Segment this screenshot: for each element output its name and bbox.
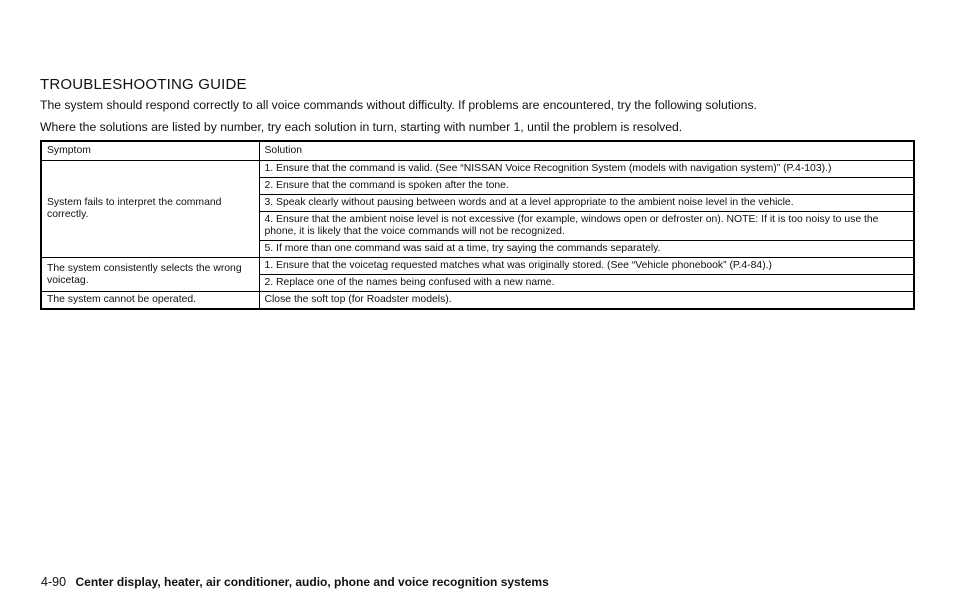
- intro-paragraph: The system should respond correctly to all voice commands without difficulty. If problems are encountered, try the following solutions.: [40, 98, 757, 112]
- symptom-cell: System fails to interpret the command correctly.: [41, 161, 259, 258]
- solution-header: Solution: [259, 141, 914, 161]
- table-header-row: [41, 141, 914, 161]
- table-row: [41, 258, 914, 275]
- solution-cell: Close the soft top (for Roadster models).: [259, 292, 914, 310]
- symptom-cell: The system consistently selects the wrong voicetag.: [41, 258, 259, 292]
- symptom-cell: The system cannot be operated.: [41, 292, 259, 310]
- solution-cell: 2. Ensure that the command is spoken after the tone.: [259, 178, 914, 195]
- solution-cell: 1. Ensure that the command is valid. (See “NISSAN Voice Recognition System (models with navigation system)” (P.4-103).): [259, 161, 914, 178]
- solution-cell: 3. Speak clearly without pausing between words and at a level appropriate to the ambient noise level in the vehicle.: [259, 195, 914, 212]
- symptom-header: Symptom: [41, 141, 259, 161]
- solution-cell: 4. Ensure that the ambient noise level is not excessive (for example, windows open or defroster on). NOTE: If it is too noisy to use the phone, it is likely that the voice commands will not be recognized.: [259, 212, 914, 241]
- section-heading: TROUBLESHOOTING GUIDE: [40, 76, 247, 93]
- page-number: 4-90: [41, 575, 67, 589]
- troubleshooting-table: [40, 140, 915, 310]
- table-row: [41, 161, 914, 178]
- section-title: Center display, heater, air conditioner, audio, phone and voice recognition systems: [75, 575, 549, 589]
- solution-cell: 5. If more than one command was said at a time, try saying the commands separately.: [259, 241, 914, 258]
- solution-cell: 2. Replace one of the names being confused with a new name.: [259, 275, 914, 292]
- table-row: [41, 292, 914, 310]
- page-footer: [41, 575, 549, 589]
- solution-cell: 1. Ensure that the voicetag requested matches what was originally stored. (See “Vehicle phonebook” (P.4-84).): [259, 258, 914, 275]
- intro-paragraph: Where the solutions are listed by number, try each solution in turn, starting with number 1, until the problem is resolved.: [40, 120, 683, 134]
